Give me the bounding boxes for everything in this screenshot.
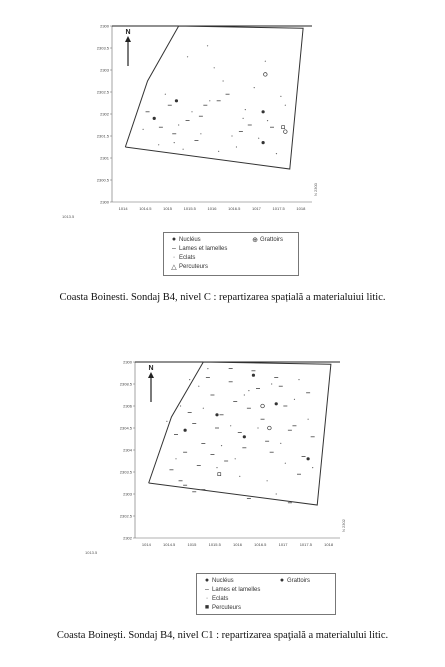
point-eclat [280, 443, 281, 444]
point-eclat [245, 109, 246, 110]
y-tick-label: 2304 [123, 447, 132, 453]
point-percuteur [218, 473, 221, 476]
point-eclat [230, 425, 231, 426]
point-eclat [214, 67, 215, 68]
x-tick-label: 1014.5 [139, 206, 152, 211]
y-tick-label: 2304.5 [119, 425, 132, 431]
legend-item-eclats: · Eclats [205, 595, 229, 602]
y-tick-label: 2303.5 [96, 45, 109, 51]
x-tick-label: 1016.5 [254, 542, 267, 547]
legend-box [196, 573, 336, 615]
x-tick-label: 1017.5 [299, 542, 312, 547]
north-label: N [148, 365, 154, 372]
x-tick-label: 1016 [207, 206, 217, 211]
point-eclat [174, 142, 175, 143]
x-tick-label: 1015.5 [208, 542, 221, 547]
point-eclat [175, 458, 176, 459]
point-eclat [239, 476, 240, 477]
corner-label-left: 1013.5 [85, 550, 98, 555]
point-eclat [312, 467, 313, 468]
y-tick-label: 2303.5 [119, 469, 132, 475]
point-eclat [209, 100, 210, 101]
x-tick-label: 1017 [278, 542, 288, 547]
x-tick-label: 1014 [141, 542, 151, 547]
legend-item-percuteurs: ■ Percuteurs [204, 604, 242, 611]
x-tick-label: 1017 [251, 206, 261, 211]
y-tick-label: 2300 [100, 199, 109, 205]
legend-item-nucleus: ● Nucléus [204, 577, 234, 584]
point-nucleus [215, 413, 218, 416]
x-tick-label: 1015.5 [183, 206, 196, 211]
point-eclat [187, 56, 188, 57]
figure-caption: Coasta Boinesti. Sondaj B4, nivel C : repartizarea spațială a materialuiui litic. [59, 292, 386, 303]
north-label: N [125, 29, 131, 36]
point-eclat [189, 379, 190, 380]
x-tick-label: 1014 [118, 206, 128, 211]
point-eclat [166, 421, 167, 422]
point-eclat [248, 390, 249, 391]
point-nucleus [184, 429, 187, 432]
legend-item-eclats: · Eclats [172, 254, 196, 261]
point-eclat [183, 149, 184, 150]
point-eclat [158, 144, 159, 145]
scatter-map-nivel-c1 [0, 330, 445, 667]
x-tick-label: 1018 [324, 542, 334, 547]
point-eclat [285, 463, 286, 464]
point-eclat [243, 118, 244, 119]
y-tick-label: 2300 [100, 23, 109, 29]
corner-label-left: 1013.5 [62, 214, 75, 219]
y-tick-label: 2303 [100, 67, 109, 73]
point-eclat [265, 61, 266, 62]
point-eclat [308, 419, 309, 420]
point-eclat [191, 111, 192, 112]
point-eclat [207, 45, 208, 46]
point-eclat [203, 408, 204, 409]
point-eclat [216, 467, 217, 468]
point-eclat [294, 399, 295, 400]
chart-panel-nivel-c [0, 0, 445, 310]
point-grattoir [261, 404, 265, 408]
x-tick-label: 1015 [187, 542, 197, 547]
y-tick-label: 2301.5 [96, 133, 109, 139]
point-eclat [236, 146, 237, 147]
point-nucleus [262, 110, 265, 113]
x-tick-label: 1017.5 [272, 206, 285, 211]
point-percuteur [282, 126, 285, 129]
point-nucleus [175, 99, 178, 102]
point-nucleus [262, 141, 265, 144]
y-tick-label: 2300 [123, 359, 132, 365]
point-eclat [254, 87, 255, 88]
excavation-outline [125, 26, 303, 169]
excavation-outline [149, 362, 331, 505]
y-tick-label: 2301 [100, 155, 109, 161]
point-grattoir [284, 130, 288, 134]
legend-item-lames: – Lames et lamelles [172, 245, 228, 252]
point-eclat [276, 153, 277, 154]
x-tick-label: 1018 [296, 206, 306, 211]
point-eclat [280, 96, 281, 97]
point-eclat [271, 383, 272, 384]
point-eclat [198, 386, 199, 387]
north-arrow-icon [125, 36, 131, 42]
legend-item-percuteurs: △ Percuteurs [171, 264, 209, 271]
point-eclat [258, 138, 259, 139]
figure-caption: Coasta Boineşti. Sondaj B4, nivel C1 : repartizarea spaţială a materialului litic. [56, 630, 389, 641]
point-eclat [221, 445, 222, 446]
point-eclat [235, 458, 236, 459]
legend-item-nucleus: ● Nucléus [171, 236, 201, 243]
corner-label-right: N 2300 [313, 183, 318, 196]
point-nucleus [153, 117, 156, 120]
point-eclat [207, 368, 208, 369]
point-eclat [165, 94, 166, 95]
y-tick-label: 2302.5 [119, 513, 132, 519]
point-eclat [231, 135, 232, 136]
corner-label-right: N 2302 [341, 519, 346, 532]
point-eclat [276, 493, 277, 494]
x-tick-label: 1016 [233, 542, 242, 547]
point-eclat [244, 394, 245, 395]
north-arrow-icon [148, 372, 154, 378]
legend-box [163, 232, 299, 276]
x-tick-label: 1014.5 [163, 542, 176, 547]
point-eclat [267, 120, 268, 121]
y-tick-label: 2302.5 [96, 89, 109, 95]
point-nucleus [307, 457, 310, 460]
chart-panel-nivel-c1 [0, 330, 445, 667]
point-eclat [298, 379, 299, 380]
y-tick-label: 2302 [123, 535, 132, 541]
legend-item-lames: – Lames et lamelles [205, 586, 261, 593]
point-nucleus [243, 435, 246, 438]
x-tick-label: 1016.5 [228, 206, 241, 211]
point-eclat [180, 405, 181, 406]
point-eclat [178, 124, 179, 125]
x-tick-label: 1015 [163, 206, 173, 211]
point-grattoir [264, 73, 268, 77]
point-eclat [267, 480, 268, 481]
point-grattoir [268, 426, 272, 430]
y-tick-label: 2308.5 [119, 381, 132, 387]
point-eclat [200, 133, 201, 134]
point-eclat [285, 105, 286, 106]
legend-item-grattoirs: ⊕ Grattoirs [252, 237, 284, 244]
y-tick-label: 2300.5 [96, 177, 109, 183]
point-nucleus [252, 374, 255, 377]
point-eclat [218, 151, 219, 152]
point-nucleus [275, 402, 278, 405]
y-tick-label: 2303 [123, 491, 132, 497]
y-tick-label: 2302 [100, 111, 109, 117]
point-eclat [223, 80, 224, 81]
point-eclat [143, 129, 144, 130]
y-tick-label: 2306 [123, 403, 132, 409]
point-eclat [257, 427, 258, 428]
legend-item-grattoirs: ● Grattoirs [279, 577, 311, 584]
